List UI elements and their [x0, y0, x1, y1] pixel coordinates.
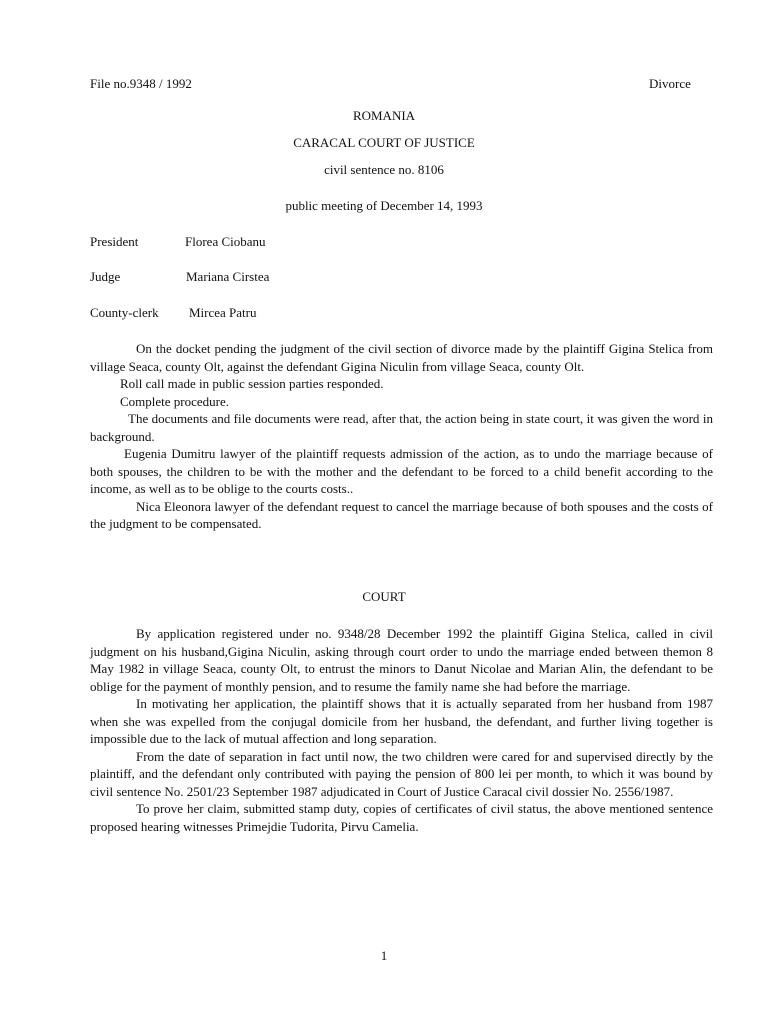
court-title: CARACAL COURT OF JUSTICE — [293, 135, 475, 150]
court-section — [90, 625, 713, 835]
proceedings-paragraph: Eugenia Dumitru lawyer of the plaintiff requests admission of the action, as to undo the marriage because of both spouses, the children to be with the mother and the defendant to be forced to a child benefit according to the income, as well as to be oblige to the courts costs.. — [90, 446, 713, 496]
file-number: File no.9348 / 1992 — [90, 76, 192, 91]
court-paragraph: In motivating her application, the plaintiff shows that it is actually separated from her husband from 1987 when she was expelled from the conjugal domicile from her husband, the defendant, and further living together is impossible due to the lack of mutual affection and long separation. — [90, 696, 713, 746]
staff-name-judge: Mariana Cirstea — [186, 269, 270, 284]
staff-role-clerk: County-clerk — [90, 305, 159, 320]
proceedings-paragraph: Nica Eleonora lawyer of the defendant request to cancel the marriage because of both spouses and the costs of the judgment to be compensated. — [90, 498, 713, 531]
page-number: 1 — [380, 948, 388, 963]
meeting-date: public meeting of December 14, 1993 — [285, 198, 483, 213]
court-paragraph: To prove her claim, submitted stamp duty, copies of certificates of civil status, the above mentioned sentence proposed hearing witnesses Primejdie Tudorita, Pirvu Camelia. — [90, 801, 713, 834]
sentence-number: civil sentence no. 8106 — [324, 162, 444, 177]
court-paragraph: By application registered under no. 9348/28 December 1992 the plaintiff Gigina Stelica, called in civil judgment on his husband,Gigina Niculin, asking through court order to undo the marriage ended between themon 8 May 1982 in village Seaca, county Olt, to entrust the minors to Danut Nicolae and Marian Alin, the defendant to be oblige for the payment of monthly pension, and to resume the family name she had before the marriage. — [90, 626, 713, 694]
proceedings-section — [90, 340, 713, 533]
staff-name-clerk: Mircea Patru — [189, 305, 257, 320]
proceedings-paragraph: Roll call made in public session parties responded. — [120, 376, 384, 391]
proceedings-paragraph: On the docket pending the judgment of the civil section of divorce made by the plaintiff Gigina Stelica from village Seaca, county Olt, against the defendant Gigina Niculin from village Seaca, county Olt. — [90, 341, 713, 374]
proceedings-paragraph: Complete procedure. — [120, 393, 230, 409]
staff-role-president: President — [90, 234, 139, 249]
case-category: Divorce — [649, 76, 691, 91]
staff-role-judge: Judge — [90, 269, 121, 284]
proceedings-paragraph: The documents and file documents were read, after that, the action being in state court, it was given the word in background. — [90, 411, 713, 444]
court-heading: COURT — [362, 589, 406, 604]
country-title: ROMANIA — [352, 108, 416, 123]
staff-name-president: Florea Ciobanu — [185, 234, 266, 249]
court-paragraph: From the date of separation in fact until now, the two children were cared for and supervised directly by the plaintiff, and the defendant only contributed with paying the pension of 800 lei per month, to which it was bound by civil sentence No. 2501/23 September 1987 adjudicated in Court of Justice Caracal civil dossier No. 2556/1987. — [90, 748, 713, 799]
